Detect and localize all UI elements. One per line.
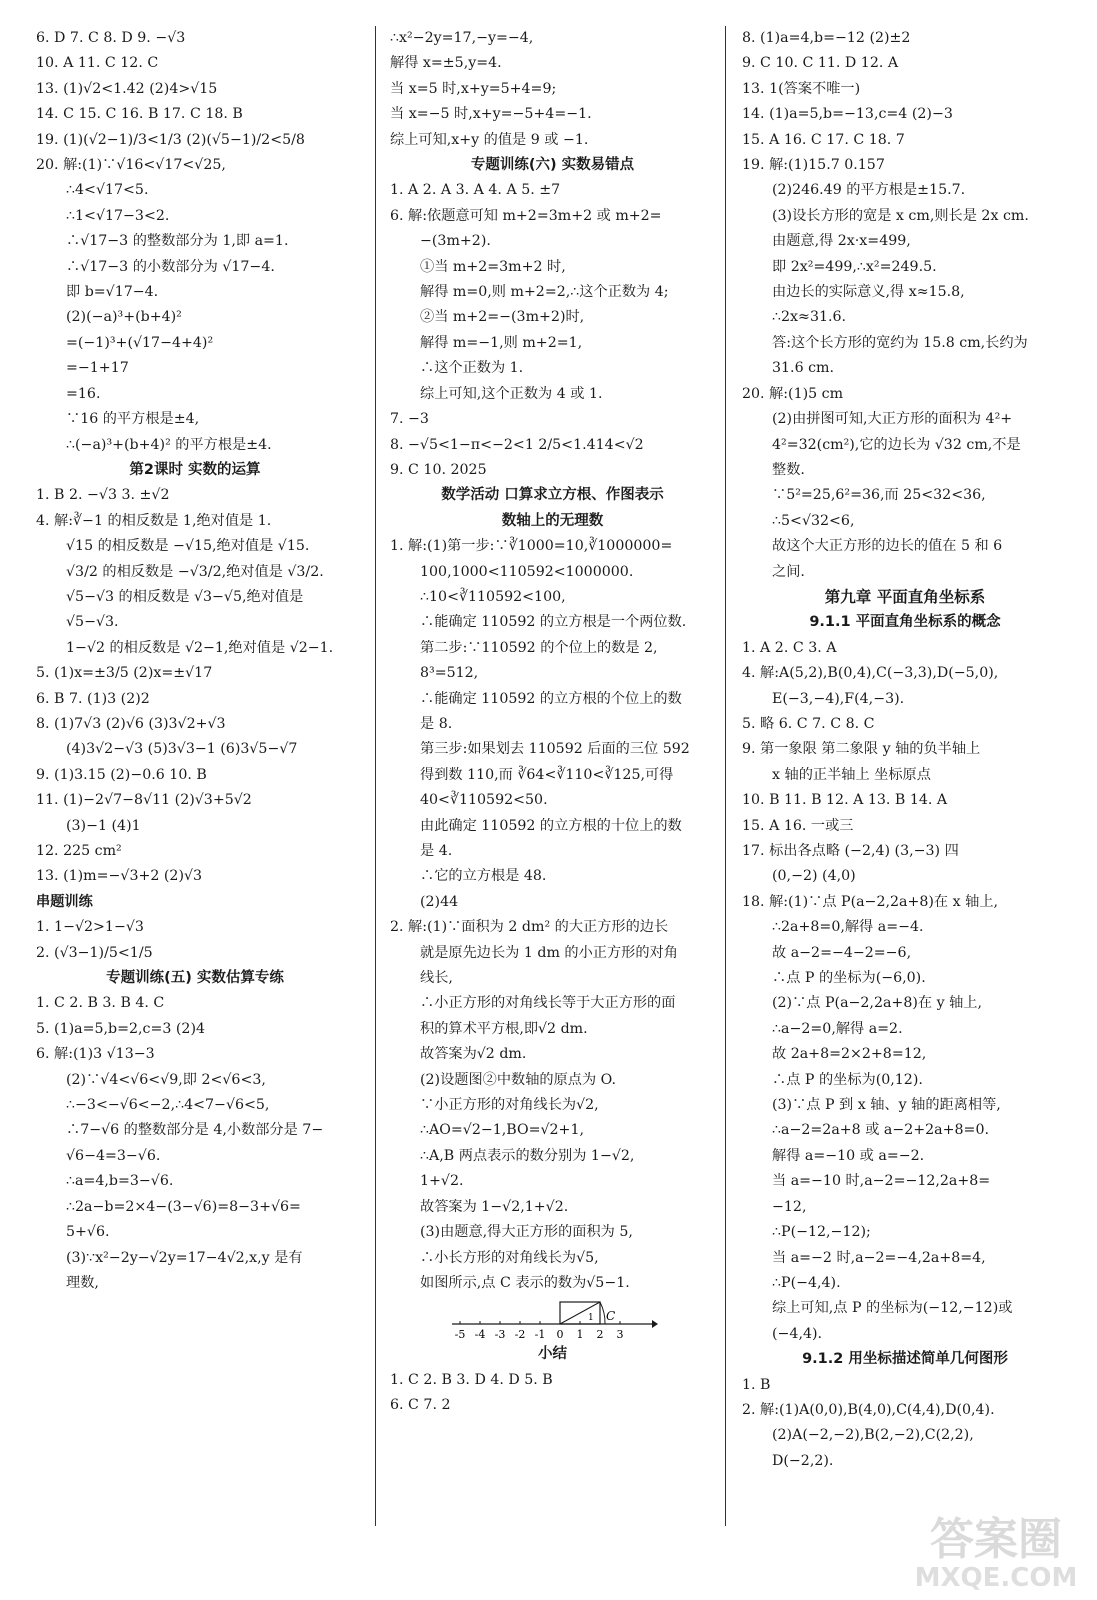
- answer-line: 第三步:如果划去 110592 后面的三位 592: [420, 741, 690, 758]
- answer-line: ∴√17−3 的整数部分为 1,即 a=1.: [66, 233, 289, 250]
- answer-line: √15 的相反数是 −√15,绝对值是 √15.: [66, 538, 310, 555]
- answer-line: 18. 解:(1)∵点 P(a−2,2a+8)在 x 轴上,: [742, 893, 999, 910]
- answer-line: ∴5<√32<6,: [772, 512, 855, 529]
- answer-line: (3)设长方形的宽是 x cm,则长是 2x cm.: [772, 207, 1029, 224]
- answer-line: 19. 解:(1)15.7 0.157: [742, 157, 885, 174]
- answer-line: (3)∵点 P 到 x 轴、y 轴的距离相等,: [772, 1097, 1001, 1114]
- answer-line: 故 a−2=−4−2=−6,: [772, 944, 912, 961]
- answer-line: 1. C 2. B 3. D 4. D 5. B: [390, 1371, 553, 1388]
- answer-line: =(−1)³+(√17−4+4)²: [66, 334, 214, 351]
- answer-line: 线长,: [420, 970, 453, 987]
- number-line-tick-label: 3: [616, 1328, 623, 1342]
- answer-line: √3/2 的相反数是 −√3/2,绝对值是 √3/2.: [66, 563, 324, 580]
- answer-line: ∴√17−3 的小数部分为 √17−4.: [66, 258, 275, 275]
- answer-line: ∴x²−2y=17,−y=−4,: [390, 30, 534, 46]
- answer-line: 故答案为√2 dm.: [420, 1046, 527, 1063]
- answer-line: 即 2x²=499,∴x²=249.5.: [772, 258, 937, 275]
- watermark-logo: [901, 1502, 1091, 1594]
- answer-line: (3)由题意,得大正方形的面积为 5,: [420, 1224, 633, 1241]
- answer-line: 第二步:∵110592 的个位上的数是 2,: [420, 639, 658, 656]
- answer-line: 1+√2.: [420, 1173, 464, 1190]
- answer-line: √6−4=3−√6.: [66, 1147, 161, 1164]
- answer-line: 2. 解:(1)∵面积为 2 dm² 的大正方形的边长: [390, 919, 669, 936]
- answer-line: 当 x=−5 时,x+y=−5+4=−1.: [390, 106, 592, 123]
- answer-line: 即 b=√17−4.: [66, 284, 159, 301]
- answer-line: 2. 解:(1)A(0,0),B(4,0),C(4,4),D(0,4).: [742, 1401, 995, 1418]
- answer-line: 当 x=5 时,x+y=5+4=9;: [390, 80, 557, 97]
- answer-line: ∴A,B 两点表示的数分别为 1−√2,: [420, 1147, 635, 1164]
- answer-line: 100,1000<110592<1000000.: [420, 563, 634, 580]
- answer-line: √5−√3.: [66, 614, 119, 631]
- rect-side-label: 1: [587, 1313, 594, 1324]
- number-line-arrow: [652, 1320, 658, 1328]
- answer-line: 19. (1)(√2−1)/3<1/3 (2)(√5−1)/2<5/8: [36, 131, 305, 148]
- section-heading: 专题训练(五) 实数估算专练: [106, 970, 284, 987]
- answer-line: 8. −√5<1−π<−2<1 2/5<1.414<√2: [390, 436, 644, 453]
- section-heading: 专题训练(六) 实数易错点: [470, 157, 635, 174]
- answer-line: 解得 m=−1,则 m+2=1,: [420, 334, 583, 351]
- answer-line: 20. 解:(1)5 cm: [742, 385, 844, 402]
- answer-line: ∴P(−12,−12);: [772, 1224, 871, 1241]
- answer-line: ②当 m+2=−(3m+2)时,: [420, 309, 585, 326]
- answer-line: 9. (1)3.15 (2)−0.6 10. B: [36, 766, 207, 783]
- answer-line: ∴2a+8=0,解得 a=−4.: [772, 919, 924, 936]
- svg-text:MXQE.COM: MXQE.COM: [914, 1563, 1078, 1593]
- answer-line: 由题意,得 2x·x=499,: [772, 233, 911, 250]
- answer-line: 综上可知,x+y 的值是 9 或 −1.: [390, 131, 589, 148]
- answer-line: 14. (1)a=5,b=−13,c=4 (2)−3: [742, 106, 953, 123]
- subsection-heading: 串题训练: [36, 893, 93, 910]
- column-divider: [725, 26, 726, 1526]
- number-line-tick-label: 1: [576, 1328, 583, 1342]
- answer-line: 得到数 110,而 ∛64<∛110<∛125,可得: [420, 766, 674, 783]
- section-heading: 小结: [538, 1346, 567, 1363]
- answer-line: 2. (√3−1)/5<1/5: [36, 944, 153, 961]
- answer-line: ∴(−a)³+(b+4)² 的平方根是±4.: [66, 436, 272, 453]
- number-line-tick-label: -2: [514, 1328, 525, 1342]
- answer-line: (2)∵√4<√6<√9,即 2<√6<3,: [66, 1071, 266, 1088]
- answer-line: 17. 标出各点略 (−2,4) (3,−3) 四: [742, 843, 959, 859]
- answer-line: ∴AO=√2−1,BO=√2+1,: [420, 1122, 584, 1139]
- answer-line: (2)A(−2,−2),B(2,−2),C(2,2),: [772, 1427, 974, 1444]
- answer-line: 8³=512,: [420, 665, 479, 682]
- answer-line: ∴10<∛110592<100,: [420, 588, 566, 605]
- section-heading: 9.1.1 平面直角坐标系的概念: [809, 614, 1001, 631]
- answer-line: 13. (1)√2<1.42 (2)4>√15: [36, 80, 218, 97]
- answer-line: (3)−1 (4)1: [66, 817, 141, 834]
- section-heading: 数学活动 口算求立方根、作图表示: [441, 487, 664, 504]
- answer-line: (2)由拼图可知,大正方形的面积为 4²+: [772, 411, 1013, 428]
- number-line-tick-label: -1: [534, 1328, 545, 1342]
- answer-line: 11. (1)−2√7−8√11 (2)√3+5√2: [36, 792, 252, 809]
- answer-line: 故答案为 1−√2,1+√2.: [420, 1198, 569, 1215]
- answer-line: 6. D 7. C 8. D 9. −√3: [36, 30, 186, 46]
- answer-line: 10. B 11. B 12. A 13. B 14. A: [742, 792, 948, 809]
- section-heading: 第九章 平面直角坐标系: [824, 587, 986, 606]
- answer-line: 10. A 11. C 12. C: [36, 55, 159, 72]
- answer-line: ∴这个正数为 1.: [420, 360, 524, 377]
- answer-line: 解得 m=0,则 m+2=2,∴这个正数为 4;: [420, 284, 669, 301]
- answer-line: 整数.: [772, 461, 805, 478]
- answer-line: =−1+17: [66, 360, 129, 377]
- middle-column-summary: [390, 1342, 715, 1418]
- answer-line: ∵16 的平方根是±4,: [66, 411, 200, 428]
- answer-line: 1. C 2. B 3. B 4. C: [36, 995, 165, 1012]
- answer-line: ∵小正方形的对角线长为√2,: [420, 1097, 599, 1114]
- answer-line: 14. C 15. C 16. B 17. C 18. B: [36, 106, 243, 123]
- answer-line: 31.6 cm.: [772, 360, 835, 377]
- answer-line: ∵5²=25,6²=36,而 25<32<36,: [772, 487, 986, 504]
- answer-line: (3)∵x²−2y−√2y=17−4√2,x,y 是有: [66, 1249, 303, 1266]
- answer-line: 故这个大正方形的边长的值在 5 和 6: [772, 538, 1003, 555]
- answer-line: 40<∛110592<50.: [420, 792, 548, 809]
- number-line-tick-label: 0: [556, 1328, 563, 1342]
- answer-line: −12,: [772, 1198, 807, 1215]
- answer-line: (0,−2) (4,0): [772, 868, 856, 885]
- answer-line: 是 4.: [420, 843, 453, 859]
- answer-line: 积的算术平方根,即√2 dm.: [420, 1020, 588, 1037]
- answer-line: 9. C 10. 2025: [390, 461, 487, 478]
- answer-line: 当 a=−2 时,a−2=−4,2a+8=4,: [772, 1249, 986, 1266]
- rectangle-diagonal: [560, 1302, 600, 1324]
- answer-line: 解得 a=−10 或 a=−2.: [772, 1147, 925, 1164]
- answer-line: ∴点 P 的坐标为(0,12).: [772, 1071, 923, 1088]
- number-line-tick-label: 2: [596, 1328, 603, 1342]
- answer-line: 12. 225 cm²: [36, 843, 122, 859]
- answer-line: 1. 解:(1)第一步:∵∛1000=10,∛1000000=: [390, 538, 673, 555]
- answer-line: 13. 1(答案不唯一): [742, 80, 861, 97]
- answer-line: −(3m+2).: [420, 233, 491, 250]
- answer-line: ∴2a−b=2×4−(3−√6)=8−3+√6=: [66, 1198, 301, 1215]
- answer-line: 如图所示,点 C 表示的数为√5−1.: [420, 1274, 630, 1291]
- answer-line: (4)3√2−√3 (5)3√3−1 (6)3√5−√7: [66, 741, 298, 758]
- answer-line: ∴4<√17<5.: [66, 182, 149, 199]
- answer-line: 解得 x=±5,y=4.: [390, 55, 502, 72]
- answer-line: 13. (1)m=−√3+2 (2)√3: [36, 868, 203, 885]
- answer-line: 6. C 7. 2: [390, 1397, 451, 1414]
- point-c-label: C: [605, 1309, 615, 1324]
- answer-line: ∴能确定 110592 的立方根的个位上的数: [420, 690, 682, 707]
- answer-line: ∴能确定 110592 的立方根是一个两位数.: [420, 614, 687, 631]
- answer-line: 4. 解:∛−1 的相反数是 1,绝对值是 1.: [36, 512, 272, 529]
- answer-line: 5. (1)a=5,b=2,c=3 (2)4: [36, 1020, 206, 1037]
- answer-line: ∴小长方形的对角线长为√5,: [420, 1249, 599, 1266]
- column-divider: [375, 26, 376, 1526]
- answer-line: =16.: [66, 385, 101, 402]
- answer-line: 4. 解:A(5,2),B(0,4),C(−3,3),D(−5,0),: [742, 665, 999, 682]
- answer-line: 6. 解:依题意可知 m+2=3m+2 或 m+2=: [390, 207, 662, 224]
- section-heading: 9.1.2 用坐标描述简单几何图形: [802, 1351, 1008, 1368]
- answer-column-left: [36, 26, 354, 1296]
- answer-line: 综上可知,这个正数为 4 或 1.: [420, 385, 603, 402]
- answer-line: 1. A 2. C 3. A: [742, 639, 837, 656]
- answer-line: 8. (1)7√3 (2)√6 (3)3√2+√3: [36, 715, 226, 732]
- answer-line: 1. A 2. A 3. A 4. A 5. ±7: [390, 182, 561, 199]
- section-heading: 第2课时 实数的运算: [129, 461, 261, 478]
- number-line-tick-label: -3: [494, 1328, 505, 1342]
- answer-line: 1. B: [742, 1376, 771, 1393]
- answer-line: 之间.: [772, 563, 805, 580]
- answer-line: ∴a−2=0,解得 a=2.: [772, 1020, 903, 1037]
- answer-line: x 轴的正半轴上 坐标原点: [772, 766, 931, 783]
- answer-line: ∴−3<−√6<−2,∴4<7−√6<5,: [66, 1097, 270, 1114]
- answer-line: 由边长的实际意义,得 x≈15.8,: [772, 284, 965, 301]
- answer-line: ∴小正方形的对角线长等于大正方形的面: [420, 995, 676, 1012]
- answer-line: 1−√2 的相反数是 √2−1,绝对值是 √2−1.: [66, 639, 334, 656]
- answer-line: 9. 第一象限 第二象限 y 轴的负半轴上: [742, 741, 981, 758]
- answer-line: 6. B 7. (1)3 (2)2: [36, 690, 150, 707]
- section-heading: 数轴上的无理数: [501, 512, 604, 529]
- answer-line: 9. C 10. C 11. D 12. A: [742, 55, 899, 72]
- number-line-tick-label: -5: [454, 1328, 465, 1342]
- answer-line: 20. 解:(1)∵√16<√17<√25,: [36, 157, 226, 174]
- number-line-tick-label: -4: [474, 1328, 485, 1342]
- answer-line: 5. (1)x=±3/5 (2)x=±√17: [36, 665, 213, 682]
- answer-line: ∴1<√17−3<2.: [66, 207, 170, 224]
- answer-line: ∴它的立方根是 48.: [420, 868, 547, 885]
- answer-line: 就是原先边长为 1 dm 的小正方形的对角: [420, 944, 678, 961]
- answer-line: (2)44: [420, 893, 459, 910]
- answer-line: ∴a−2=2a+8 或 a−2+2a+8=0.: [772, 1122, 989, 1139]
- answer-line: 故 2a+8=2×2+8=12,: [772, 1046, 927, 1063]
- answer-line: ∴点 P 的坐标为(−6,0).: [772, 970, 926, 987]
- answer-line: ∴7−√6 的整数部分是 4,小数部分是 7−: [66, 1122, 324, 1139]
- arc-to-point-c: [600, 1302, 605, 1324]
- answer-line: E(−3,−4),F(4,−3).: [772, 690, 905, 707]
- answer-line: (2)∵点 P(a−2,2a+8)在 y 轴上,: [772, 995, 982, 1012]
- answer-line: D(−2,2).: [772, 1452, 834, 1469]
- answer-line: ∴a=4,b=3−√6.: [66, 1173, 174, 1190]
- answer-line: √5−√3 的相反数是 √3−√5,绝对值是: [66, 588, 304, 605]
- answer-line: 1. B 2. −√3 3. ±√2: [36, 487, 170, 504]
- answer-line: ①当 m+2=3m+2 时,: [420, 258, 566, 275]
- answer-line: 答:这个长方形的宽约为 15.8 cm,长约为: [772, 334, 1028, 351]
- answer-column-middle: [390, 26, 715, 1419]
- answer-line: (2)(−a)³+(b+4)²: [66, 309, 182, 326]
- answer-line: 是 8.: [420, 715, 453, 732]
- answer-line: 8. (1)a=4,b=−12 (2)±2: [742, 30, 911, 46]
- middle-column-text: [390, 26, 715, 1296]
- answer-line: 5+√6.: [66, 1224, 110, 1241]
- answer-column-right: [742, 26, 1068, 1474]
- answer-line: 6. 解:(1)3 √13−3: [36, 1046, 155, 1063]
- answer-line: 1. 1−√2>1−√3: [36, 919, 144, 936]
- answer-line: 4²=32(cm²),它的边长为 √32 cm,不是: [772, 436, 1021, 453]
- answer-line: 综上可知,点 P 的坐标为(−12,−12)或: [772, 1300, 1013, 1317]
- answer-line: ∴2x≈31.6.: [772, 309, 847, 326]
- answer-line: ∴P(−4,4).: [772, 1274, 841, 1291]
- number-line-figure: [448, 1298, 658, 1342]
- svg-text:答案圈: 答案圈: [930, 1514, 1062, 1565]
- answer-line: 由此确定 110592 的立方根的十位上的数: [420, 817, 682, 834]
- answer-line: 15. A 16. C 17. C 18. 7: [742, 131, 905, 148]
- answer-line: 理数,: [66, 1274, 99, 1291]
- answer-line: 15. A 16. 一或三: [742, 817, 854, 834]
- answer-line: 7. −3: [390, 411, 429, 428]
- answer-line: 5. 略 6. C 7. C 8. C: [742, 715, 875, 732]
- answer-line: (2)246.49 的平方根是±15.7.: [772, 182, 966, 199]
- answer-line: (−4,4).: [772, 1325, 823, 1342]
- answer-line: 当 a=−10 时,a−2=−12,2a+8=: [772, 1173, 991, 1190]
- answer-line: (2)设题图②中数轴的原点为 O.: [420, 1071, 616, 1088]
